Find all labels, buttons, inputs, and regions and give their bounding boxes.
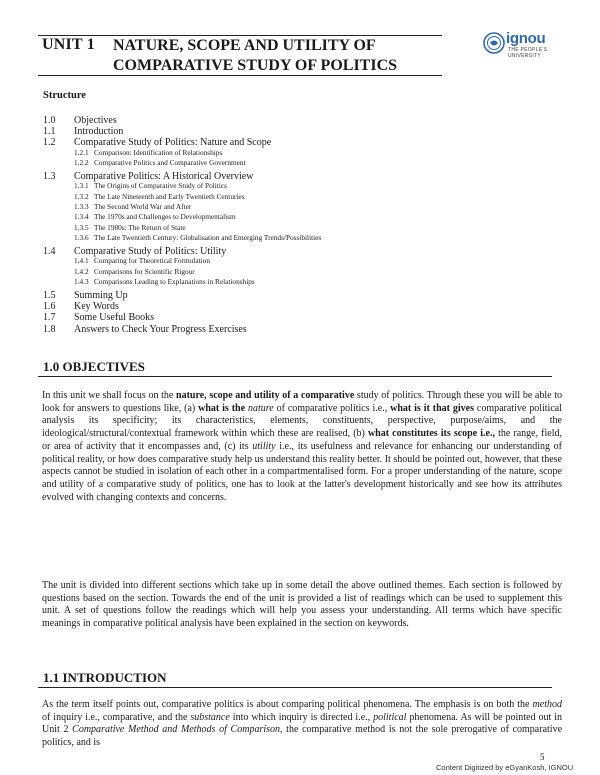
italic-text: method	[532, 699, 562, 710]
toc-number: 1.4.1	[74, 256, 89, 266]
toc-number: 1.5	[43, 289, 56, 301]
structure-heading: Structure	[43, 90, 86, 101]
toc-text: Comparison: Identification of Relationships	[94, 147, 223, 157]
objectives-paragraph-1	[42, 390, 562, 504]
objectives-paragraph-2: The unit is divided into different sections which take up in some detail the above outlined themes. Each section is followed by questions based on the section. Towards the end of the unit is provided a list of readings which can be used to supplement this unit. A set of questions follow the readings which will help you assess your understanding. All terms which have specific meanings in comparative political analysis have been explained in the section on keywords.	[42, 580, 562, 630]
toc-text: The 1980s: The Return of State	[94, 222, 186, 232]
toc-text: Comparative Politics: A Historical Overview	[74, 170, 254, 182]
ignou-seal-icon	[483, 32, 505, 54]
unit-title-line2: COMPARATIVE STUDY OF POLITICS	[113, 57, 398, 74]
italic-text: Comparative Method and Methods of Comparison	[72, 724, 280, 736]
text-run: As the term itself points out, comparative politics is about comparing political phenomena. The emphasis is on both the	[42, 699, 533, 710]
toc-text: Summing Up	[74, 289, 128, 301]
italic-text: utility	[252, 440, 276, 452]
text-run: , the comparative method is not the sole prerogative of comparative politics, and is	[42, 724, 563, 749]
italic-text: substance	[190, 711, 230, 723]
toc-text: The Late Twentieth Century: Globalisation and Emerging Trends/Possibilities	[94, 233, 322, 243]
toc-number: 1.2.1	[74, 147, 89, 157]
ignou-logo	[483, 30, 563, 70]
toc-number: 1.3.3	[74, 201, 89, 211]
toc-number: 1.3.4	[74, 212, 89, 222]
toc-number: 1.4.3	[74, 277, 89, 286]
text-run: the range, field, or area of activity that it encompasses and, (c) its	[42, 428, 562, 452]
toc-text: Comparative Politics and Comparative Government	[94, 158, 246, 167]
unit-title-line1: NATURE, SCOPE AND UTILITY OF	[113, 37, 376, 54]
page-number: 5	[540, 752, 545, 762]
unit-title	[113, 36, 443, 76]
logo-name: ignou	[506, 30, 546, 47]
toc-number: 1.6	[43, 301, 56, 313]
text-run: In this unit we shall focus on the	[42, 390, 177, 401]
logo-tagline: THE PEOPLE'S UNIVERSITY	[508, 47, 548, 59]
toc-text: Comparative Study of Politics: Nature and Scope	[74, 137, 272, 149]
introduction-heading: 1.1 INTRODUCTION	[43, 670, 167, 685]
introduction-rule	[38, 687, 552, 688]
toc-text: Introduction	[74, 126, 124, 138]
text-run: i.e., its usefulness and relevance for enhancing our understanding of political reality, or how does comparative study help us understand this reality better. It should be pointed out, however, that these aspects cannot be studied in isolation of each other in a compartmentalised form. For a proper understanding of the nature, scope and utility of a comparative study of politics, one has to look at the latter's development historically and see how its attributes evolved with changing contexts and concerns.	[42, 440, 562, 503]
toc-text: Answers to Check Your Progress Exercises	[74, 323, 247, 335]
toc-number: 1.3.2	[74, 191, 89, 201]
toc-text: Comparative Study of Politics: Utility	[74, 246, 227, 257]
bold-text: what is the	[198, 402, 248, 414]
text-run: comparative political analysis its specificity; its characteristics, elements, constituents, perspective, purpose/aims, and the ideological/structural/contextual framework within which these are realised, (b)	[42, 402, 562, 440]
toc-number: 1.3.6	[74, 233, 89, 243]
toc-number: 1.0	[43, 115, 56, 126]
text-run: of inquiry i.e., comparative, and the	[42, 711, 191, 723]
text-run: study of politics. Through these you will be able to look for answers to questions like, (a)	[42, 390, 562, 414]
toc-number: 1.1	[43, 126, 56, 138]
text-run: phenomena. As will be pointed out in Unit 2	[42, 711, 562, 736]
objectives-rule	[38, 376, 552, 377]
italic-text: political	[373, 711, 407, 723]
toc-number: 1.8	[43, 323, 56, 335]
toc-text: Key Words	[74, 301, 119, 313]
toc-number: 1.2	[43, 137, 56, 149]
toc-text: Comparisons for Scientific Rigour	[94, 266, 195, 276]
toc-text: The Late Nineteenth and Early Twentieth Centuries	[94, 191, 245, 201]
introduction-paragraph	[42, 699, 562, 750]
italic-text: nature	[247, 402, 274, 414]
bold-text: nature, scope and utility of a comparative	[176, 390, 355, 401]
footer-credit: Content Digitized by eGyanKosh, IGNOU	[436, 763, 574, 772]
objectives-heading: 1.0 OBJECTIVES	[43, 359, 145, 374]
unit-number: UNIT 1	[42, 36, 95, 53]
bold-text: what is it that gives	[390, 402, 474, 414]
toc-text: The Second World War and After	[94, 201, 192, 211]
toc-text: Objectives	[74, 115, 117, 126]
bold-text: what constitutes its scope i.e.,	[367, 428, 495, 440]
text-run: of comparative politics i.e.,	[273, 402, 391, 414]
toc-text: The Origins of Comparative Study of Politics	[94, 181, 227, 191]
toc-number: 1.3	[43, 170, 56, 182]
title-rule-bottom	[38, 75, 442, 76]
toc-text: Some Useful Books	[74, 312, 154, 324]
toc-text: Comparing for Theoretical Formulation	[94, 256, 210, 266]
toc-number: 1.4.2	[74, 266, 89, 276]
toc-number: 1.3.5	[74, 222, 89, 232]
toc-text: The 1970s and Challenges to Developmentalism	[94, 212, 236, 222]
toc-number: 1.7	[43, 312, 56, 324]
toc-text: Comparisons Leading to Explanations in Relationships	[94, 277, 255, 286]
toc-number: 1.4	[43, 246, 56, 257]
toc-number: 1.2.2	[74, 158, 89, 167]
text-run: into which inquiry is directed i.e.,	[229, 711, 374, 723]
toc-number: 1.3.1	[74, 181, 89, 191]
